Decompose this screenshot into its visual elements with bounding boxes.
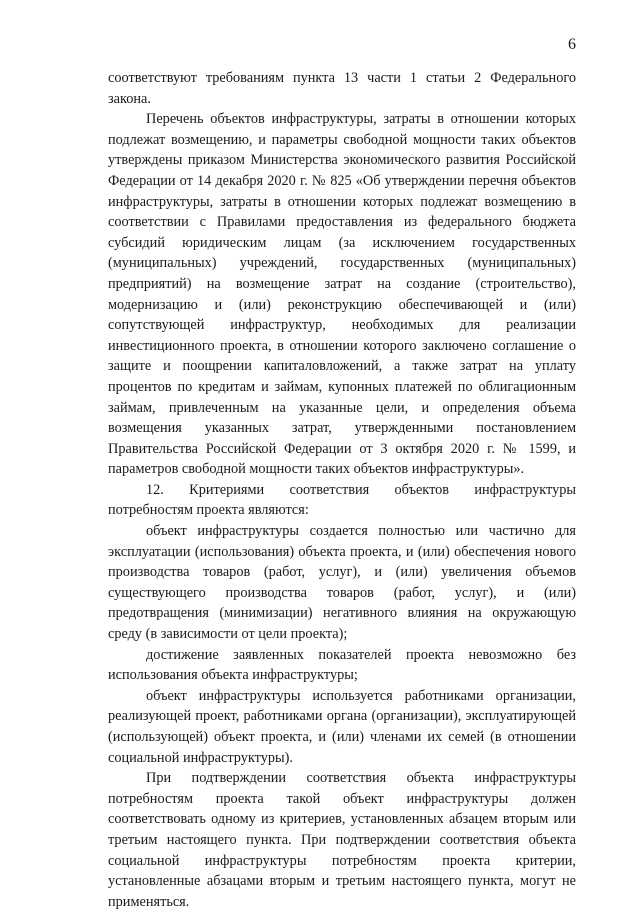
- document-body: [108, 68, 576, 912]
- paragraph-criterion-2: достижение заявленных показателей проекта невозможно без использования объекта инфраструктуры;: [108, 646, 576, 684]
- paragraph-infrastructure-list: Перечень объектов инфраструктуры, затраты в отношении которых подлежат возмещению, и параметры свободной мощности таких объектов утверждены приказом Министерства экономического развития Российской Федерации от 14 декабря 2020 г. № 825 «Об утверждении перечня объектов инфраструктуры, затраты в отношении которых подлежат возмещению в соответствии с Правилами предоставления из федерального бюджета субсидий юридическим лицам (за исключением государственных (муниципальных) учреждений, государственных (муниципальных) предприятий) на возмещение затрат на создание (строительство), модернизацию и (или) реконструкцию обеспечивающей и (или) сопутствующей инфраструктур, необходимых для реализации инвестиционного проекта, в отношении которого заключено соглашение о защите и поощрении капиталовложений, а также затрат на уплату процентов по кредитам и займам, купонных платежей по облигационным займам, привлеченным на указанные цели, и определения объема возмещения указанных затрат, утвержденными постановлением Правительства Российской Федерации от 3 октября 2020 г. № 1599, и параметров свободной мощности таких объектов инфраструктуры».: [108, 111, 576, 478]
- page-number: 6: [568, 36, 576, 53]
- paragraph-criterion-1: объект инфраструктуры создается полностью или частично для эксплуатации (использования) объекта проекта, и (или) обеспечения нового производства товаров (работ, услуг), и (или) увеличения объемов существующего производства товаров (работ, услуг), и (или) предотвращения (минимизации) негативного влияния на окружающую среду (в зависимости от цели проекта);: [108, 523, 576, 643]
- paragraph-confirmation: При подтверждении соответствия объекта инфраструктуры потребностям проекта такой объект инфраструктуры должен соответствовать одному из критериев, установленных абзацем вторым или третьим настоящего пункта. При подтверждении соответствия объекта социальной инфраструктуры потребностям проекта критерии, установленные абзацами вторым и третьим настоящего пункта, могут не применяться.: [108, 770, 576, 910]
- paragraph-criteria-heading: 12. Критериями соответствия объектов инфраструктуры потребностям проекта являются:: [108, 481, 576, 519]
- paragraph-continuation: соответствуют требованиям пункта 13 части 1 статьи 2 Федерального закона.: [108, 70, 576, 107]
- paragraph-criterion-3: объект инфраструктуры используется работниками организации, реализующей проект, работниками органа (организации), эксплуатирующей (использующей) объект проекта, и (или) членами их семей (в отношении социальной инфраструктуры).: [108, 687, 576, 766]
